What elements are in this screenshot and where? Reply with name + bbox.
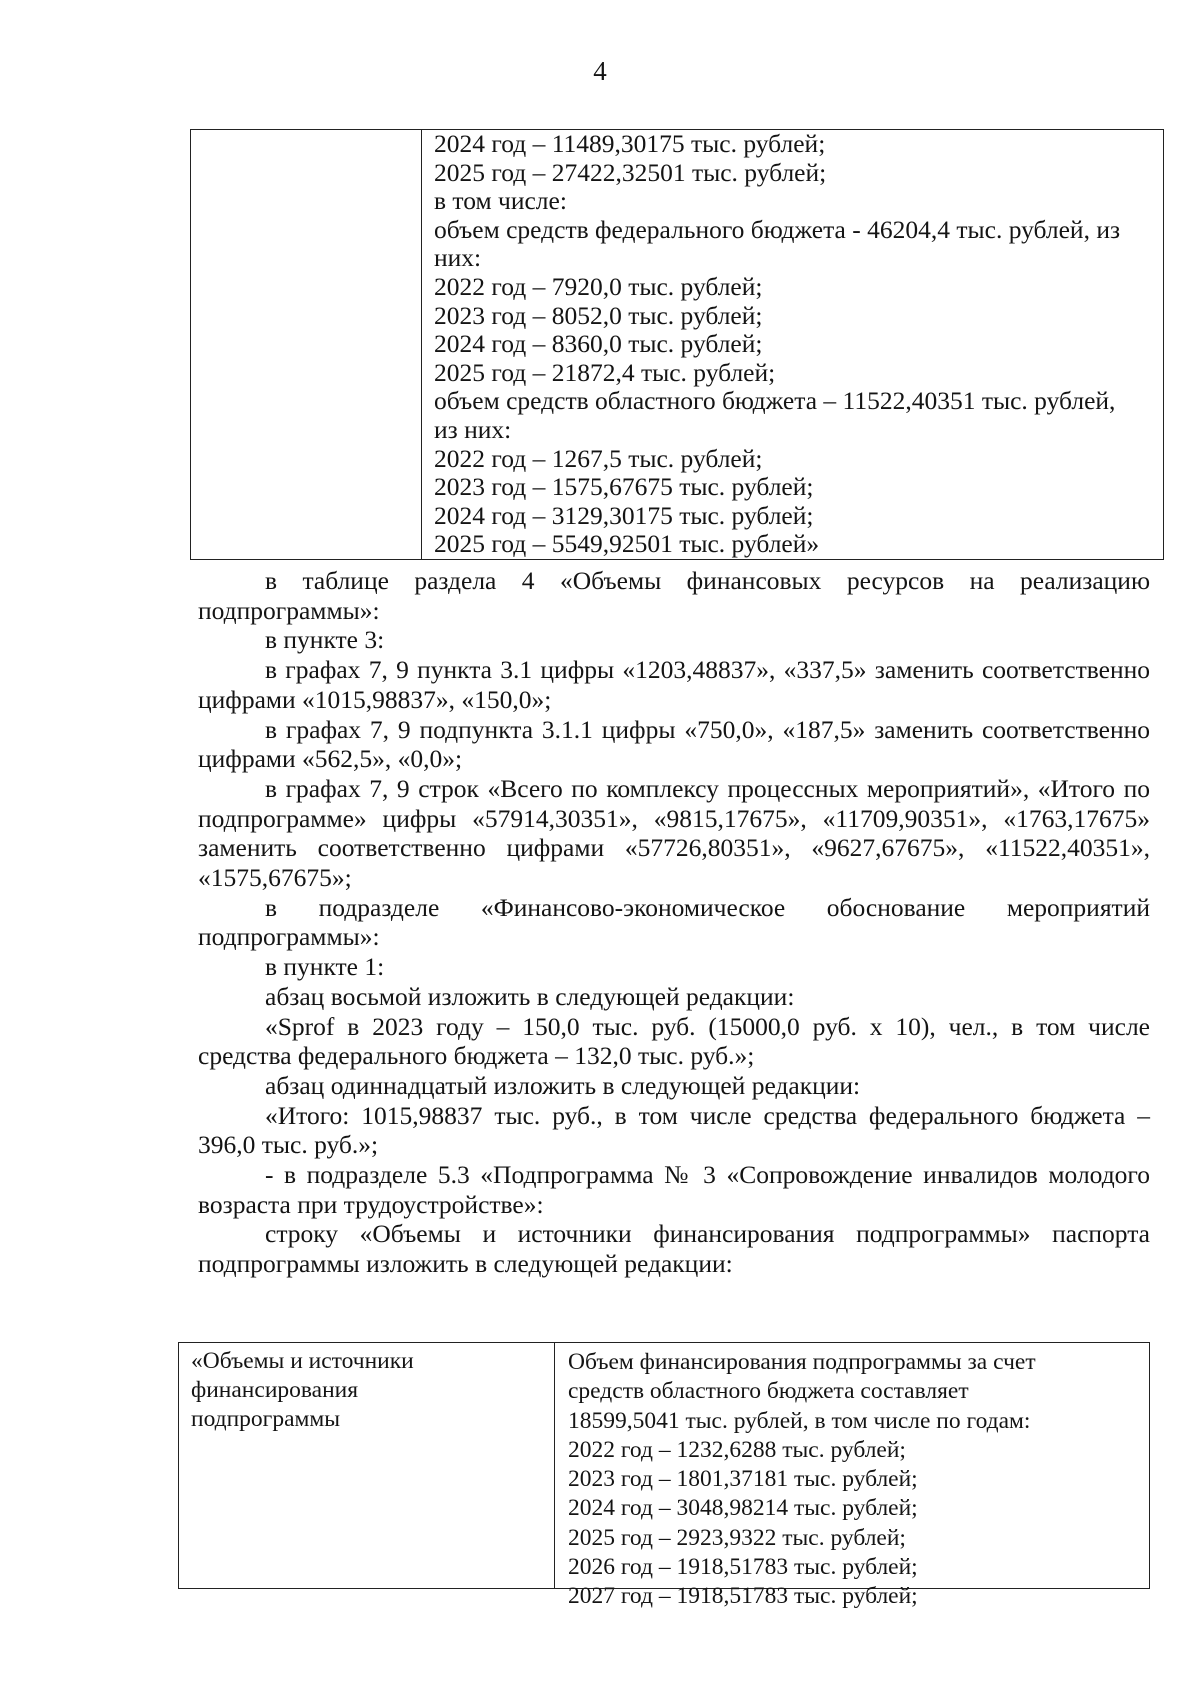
table-line: 2022 год – 7920,0 тыс. рублей; — [434, 271, 763, 301]
paragraph: строку «Объемы и источники финансирования подпрограммы» паспорта подпрограммы изложить в следующей редакции: — [198, 1219, 1150, 1279]
body-text — [198, 566, 1150, 1279]
table-line: объем средств федерального бюджета - 46204,4 тыс. рублей, из — [434, 214, 1121, 244]
table-line: 2024 год – 11489,30175 тыс. рублей; — [434, 129, 826, 158]
table-line: 2024 год – 3048,98214 тыс. рублей; — [568, 1495, 918, 1522]
table-line: финансирования — [191, 1376, 359, 1403]
table-line: средств областного бюджета составляет — [568, 1378, 969, 1405]
top-table-right-cell — [434, 130, 1120, 559]
paragraph: в графах 7, 9 пункта 3.1 цифры «1203,48837», «337,5» заменить соответственно цифрами «1015,98837», «150,0»; — [198, 655, 1150, 714]
paragraph: абзац одиннадцатый изложить в следующей редакции: — [265, 1070, 861, 1100]
paragraph: абзац восьмой изложить в следующей редакции: — [265, 981, 795, 1011]
paragraph: - в подразделе 5.3 «Подпрограмма № 3 «Сопровождение инвалидов молодого возраста при трудоустройстве»: — [198, 1160, 1150, 1219]
paragraph: «Sprof в 2023 году – 150,0 тыс. руб. (15000,0 руб. x 10), чел., в том числе средства федерального бюджета – 132,0 тыс. руб.»; — [198, 1011, 1150, 1071]
table-line: из них: — [434, 414, 512, 444]
column-divider — [554, 1343, 555, 1588]
table-line: них: — [434, 243, 482, 273]
table-line: Объем финансирования подпрограммы за счет — [568, 1349, 1036, 1375]
page-number: 4 — [593, 56, 607, 86]
table-line: 2025 год – 2923,9322 тыс. рублей; — [568, 1524, 906, 1551]
table-line: «Объемы и источники — [191, 1348, 414, 1374]
paragraph: «Итого: 1015,98837 тыс. руб., в том числе средства федерального бюджета – 396,0 тыс. руб.»; — [198, 1100, 1150, 1160]
paragraph: в подразделе «Финансово-экономическое обоснование мероприятий подпрограммы»: — [198, 892, 1150, 952]
table-line: 2022 год – 1267,5 тыс. рублей; — [434, 443, 763, 473]
bottom-table — [178, 1342, 1150, 1610]
table-line: 2023 год – 8052,0 тыс. рублей; — [434, 300, 763, 330]
table-line: 2027 год – 1918,51783 тыс. рублей; — [568, 1583, 918, 1610]
paragraph: в пункте 3: — [265, 625, 385, 655]
bottom-table-right-cell — [568, 1348, 1036, 1612]
table-line: 2024 год – 8360,0 тыс. рублей; — [434, 329, 763, 359]
table-line: 2025 год – 21872,4 тыс. рублей; — [434, 357, 776, 387]
table-line: в том числе: — [434, 186, 567, 216]
table-line: подпрограммы — [191, 1405, 341, 1432]
paragraph: в графах 7, 9 подпункта 3.1.1 цифры «750,0», «187,5» заменить соответственно цифрами «562,5», «0,0»; — [198, 714, 1150, 774]
table-line: 2023 год – 1575,67675 тыс. рублей; — [434, 472, 814, 502]
table-line: 18599,5041 тыс. рублей, в том числе по годам: — [568, 1407, 1031, 1434]
top-table — [190, 129, 1164, 560]
table-line: 2025 год – 5549,92501 тыс. рублей» — [434, 529, 820, 559]
bottom-table-left-cell — [191, 1347, 414, 1433]
paragraph: в таблице раздела 4 «Объемы финансовых ресурсов на реализацию подпрограммы»: — [198, 566, 1150, 625]
table-line: объем средств областного бюджета – 11522,40351 тыс. рублей, — [434, 386, 1116, 416]
table-line: 2022 год – 1232,6288 тыс. рублей; — [568, 1436, 906, 1463]
table-line: 2024 год – 3129,30175 тыс. рублей; — [434, 500, 814, 530]
column-divider — [421, 130, 422, 559]
table-line: 2025 год – 27422,32501 тыс. рублей; — [434, 157, 827, 187]
table-line: 2026 год – 1918,51783 тыс. рублей; — [568, 1554, 918, 1581]
paragraph: в пункте 1: — [265, 952, 385, 982]
table-line: 2023 год – 1801,37181 тыс. рублей; — [568, 1466, 918, 1493]
paragraph: в графах 7, 9 строк «Всего по комплексу процессных мероприятий», «Итого по подпрограмме» цифры «57914,30351», «9815,17675», «11709,90351», «1763,17675» заменить соответственно цифрами «57726,80351», «9627,67675», «11522,40351», «1575,67675»; — [198, 773, 1150, 893]
